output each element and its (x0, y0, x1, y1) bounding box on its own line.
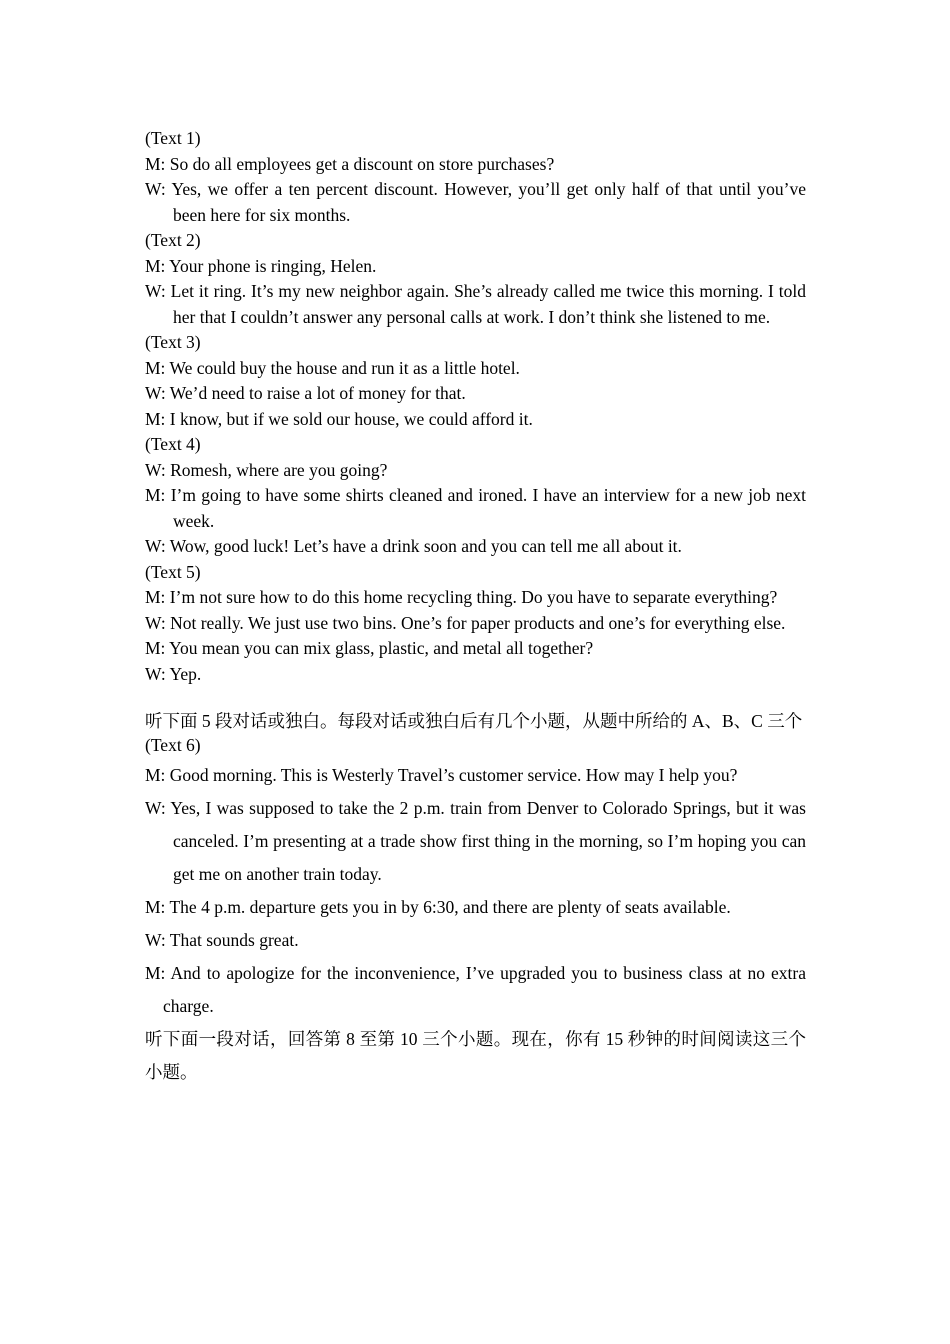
text3-line-2: W: We’d need to raise a lot of money for that. (145, 383, 466, 403)
document-page (145, 126, 806, 1089)
text2-line-1: M: Your phone is ringing, Helen. (145, 255, 377, 276)
text2-line-2: W: Let it ring. It’s my new neighbor again. She’s already called me twice this morning. I told her that I couldn’t answer any personal calls at work. I don’t think she listened to me. (145, 281, 806, 327)
text4-label: (Text 4) (145, 434, 201, 454)
text4-line-2: M: I’m going to have some shirts cleaned and ironed. I have an interview for a new job next week. (145, 485, 806, 531)
text1-line-2: W: Yes, we offer a ten percent discount. However, you’ll get only half of that until you’ve been here for six months. (145, 179, 806, 225)
text6-dialogue (145, 759, 806, 1023)
text6-line-3: M: The 4 p.m. departure gets you in by 6:30, and there are plenty of seats available. (145, 896, 731, 917)
text3-line-3: M: I know, but if we sold our house, we could afford it. (145, 408, 533, 429)
text6-line-2: W: Yes, I was supposed to take the 2 p.m. train from Denver to Colorado Springs, but it was canceled. I’m presenting at a trade show first thing in the morning, so I’m hoping you can get me on another train today. (145, 797, 806, 884)
text2-label: (Text 2) (145, 230, 201, 250)
text3-line-1: M: We could buy the house and run it as a little hotel. (145, 357, 520, 378)
text5-label: (Text 5) (145, 561, 201, 582)
text4-line-1: W: Romesh, where are you going? (145, 459, 388, 480)
text5-line-3: M: You mean you can mix glass, plastic, and metal all together? (145, 638, 594, 658)
section2-instruction: 听下面 5 段对话或独白。每段对话或独白后有几个小题，从题中所给的 A、B、C 三个 (145, 711, 803, 731)
text5-line-4: W: Yep. (145, 663, 202, 684)
text6-line-1: M: Good morning. This is Westerly Travel’s customer service. How may I help you? (145, 764, 738, 785)
text6-line-4: W: That sounds great. (145, 929, 299, 950)
section-gap (145, 687, 806, 709)
text3-label: (Text 3) (145, 332, 201, 352)
section2-instruction-2: 听下面一段对话，回答第 8 至第 10 三个小题。现在，你有 15 秒钟的时间阅读这三个小题。 (145, 1028, 806, 1082)
text5-line-2: W: Not really. We just use two bins. One’s for paper products and one’s for everything else. (145, 612, 786, 633)
text1-label: (Text 1) (145, 128, 201, 148)
text6-label: (Text 6) (145, 735, 201, 755)
text4-line-3: W: Wow, good luck! Let’s have a drink soon and you can tell me all about it. (145, 536, 682, 556)
text6-line-5: M: And to apologize for the inconvenience, I’ve upgraded you to business class at no extra charge. (145, 962, 806, 1016)
text1-line-1: M: So do all employees get a discount on store purchases? (145, 153, 555, 174)
text5-line-1: M: I’m not sure how to do this home recycling thing. Do you have to separate everything? (145, 587, 778, 607)
